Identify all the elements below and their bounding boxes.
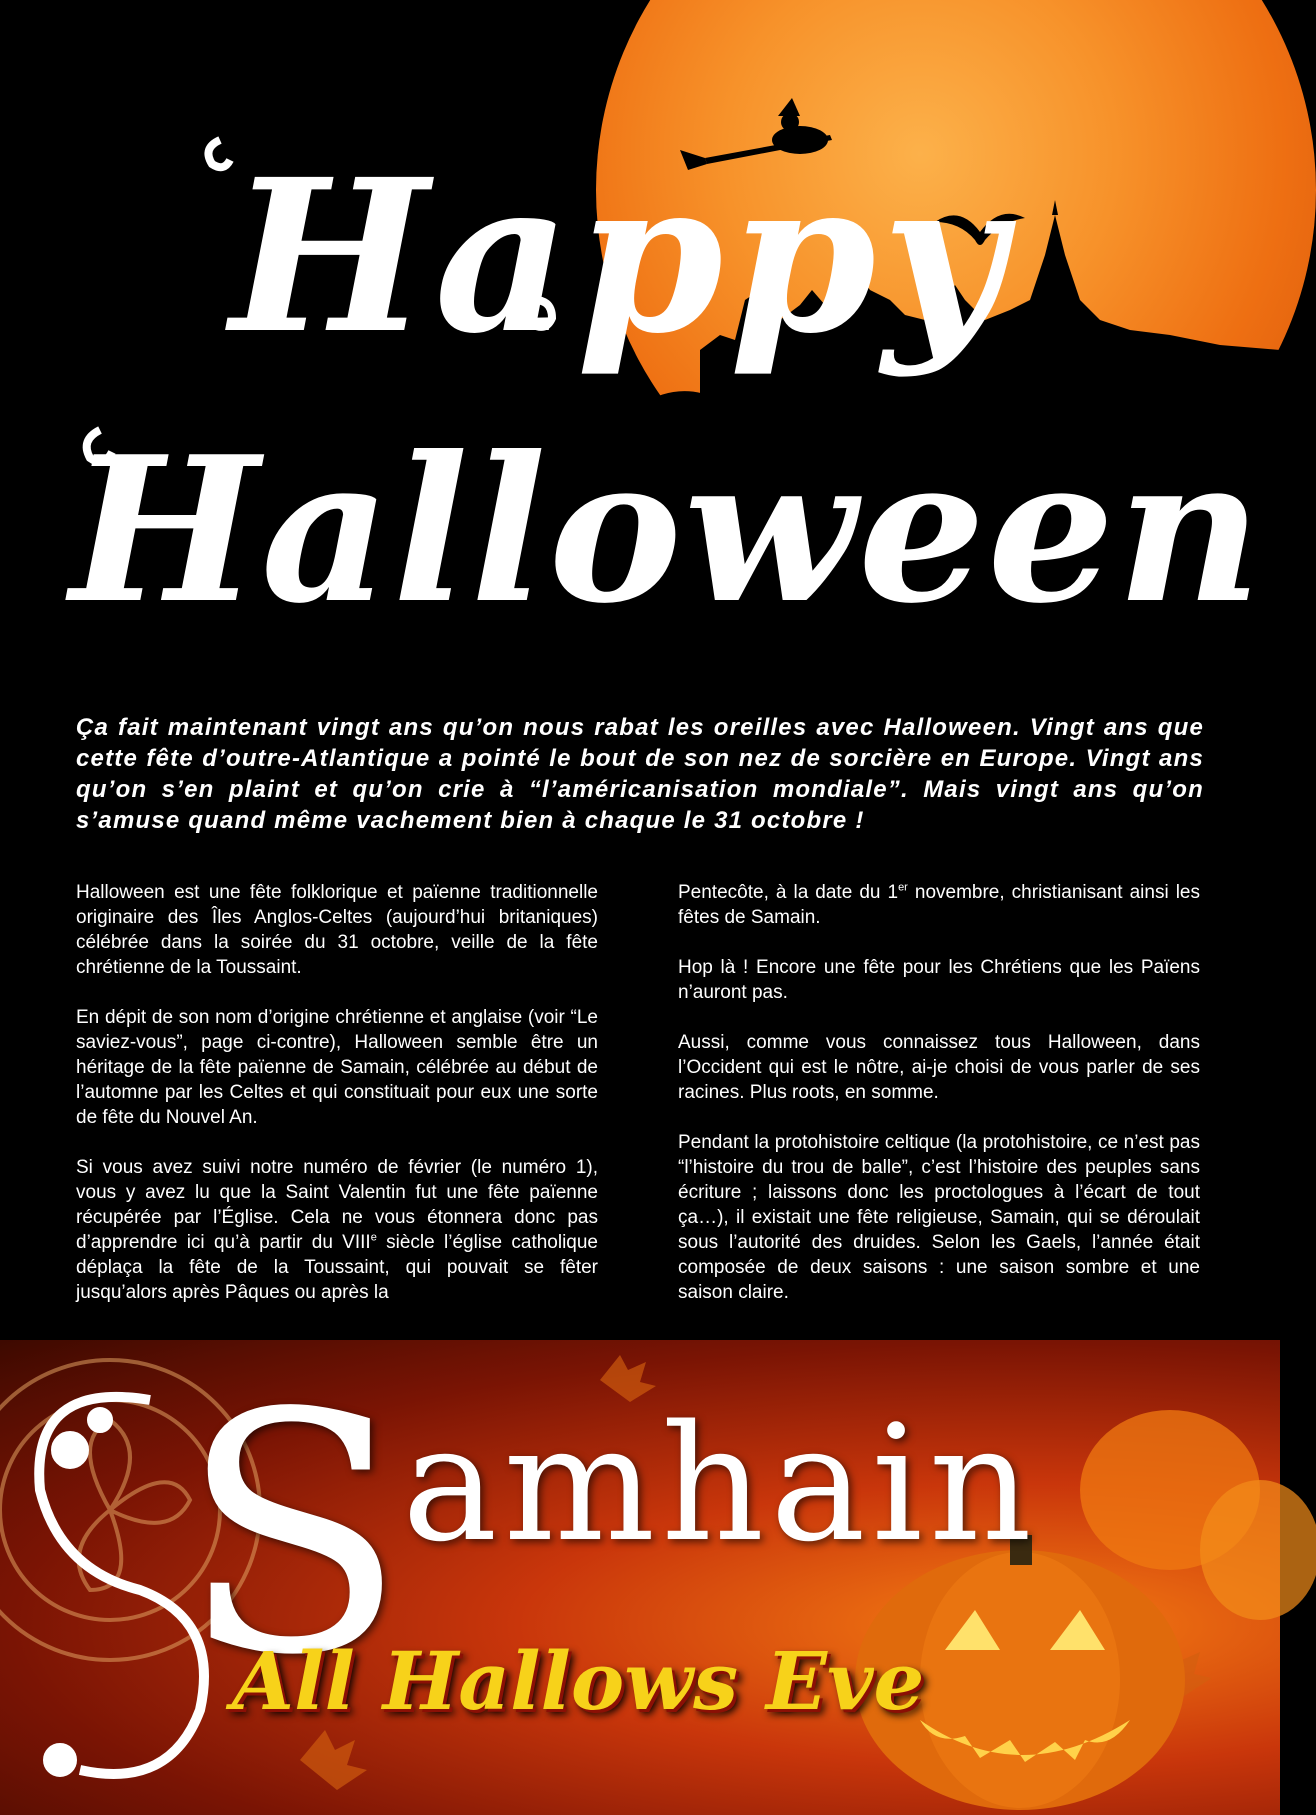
- article-paragraph: Si vous avez suivi notre numéro de février (le numéro 1), vous y avez lu que la Saint Valentin fut une fête païenne récupérée par l’Église. Cela ne vous étonnera donc pas d’apprendre ici qu’à partir du VIIIe siècle l’église catholique déplaça la fête de la Toussaint, qui pouvait se fêter jusqu’alors après Pâques ou après la: [76, 1157, 599, 1303]
- article-paragraph: Halloween est une fête folklorique et païenne traditionnelle originaire des Îles Anglos-Celtes (aujourd’hui britaniques) célébrée dans la soirée du 31 octobre, veille de la fête chrétienne de la Toussaint.: [76, 882, 598, 978]
- samhain-title-rest: amhain: [402, 1390, 1038, 1577]
- article-right-column: [678, 880, 1200, 1330]
- title-line-happy: Happy: [230, 133, 1011, 380]
- article-paragraph: Hop là ! Encore une fête pour les Chrétiens que les Païens n’auront pas.: [678, 957, 1200, 1003]
- article-paragraph: En dépit de son nom d’origine chrétienne et anglaise (voir “Le saviez-vous”, page ci-contre), Halloween semble être un héritage de la fête païenne de Samain, célébrée au début de l’automne par les Celtes et qui constituait pour eux une sorte de fête du Nouvel An.: [76, 1007, 598, 1128]
- article-paragraph: Pentecôte, à la date du 1er novembre, christianisant ainsi les fêtes de Samain.: [678, 881, 1200, 928]
- hero-section: [0, 0, 1280, 680]
- intro-paragraph: Ça fait maintenant vingt ans qu’on nous rabat les oreilles avec Halloween. Vingt ans que cette fête d’outre-Atlantique a pointé le bout de son nez de sorcière en Europe. Vingt ans qu’on s’en plaint et qu’on crie à “l’américanisation mondiale”. Mais vingt ans qu’on s’amuse quand même vachement bien à chaque le 31 octobre !: [76, 714, 1204, 834]
- all-hallows-eve-subtitle: All Hallows Eve: [232, 1634, 925, 1728]
- samhain-initial: S: [180, 1343, 413, 1727]
- title-line-halloween: Halloween: [70, 413, 1264, 648]
- article-left-column: [76, 880, 598, 1330]
- article-paragraph: Aussi, comme vous connaissez tous Halloween, dans l’Occident qui est le nôtre, ai-je choisi de vous parler de ses racines. Plus roots, en somme.: [678, 1032, 1200, 1103]
- article-paragraph: Pendant la protohistoire celtique (la protohistoire, ce n’est pas “l’histoire du trou de balle”, c’est l’histoire des peuples sans écriture ; laissons donc les proctologues à l’écart de tout ça…), il existait une fête religieuse, Samain, qui se déroulait sous l’autorité des druides. Selon les Gaels, l’année était composée de deux saisons : une saison sombre et une saison claire.: [678, 1132, 1200, 1303]
- happy-halloween-title: [60, 100, 1264, 648]
